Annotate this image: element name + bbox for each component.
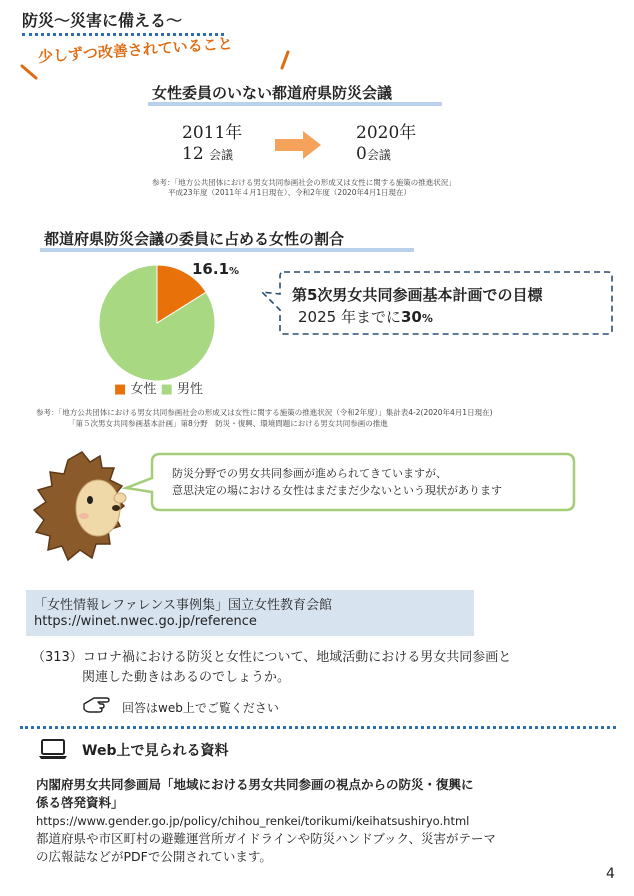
before-year: 2011年 [182, 123, 243, 143]
web-resources-title: Web上で見られる資料 [82, 743, 229, 759]
laptop-icon [38, 738, 68, 760]
female-percent-unit: % [229, 266, 240, 277]
share-ref-line2: 「第５次男女共同参画基本計画」第8分野 防災・復興、環境問題における男女共同参画の推進 [68, 419, 388, 428]
hedgehog-mascot [28, 446, 132, 568]
speech-line1: 防災分野での男女共同参画が進められてきていますが、 [172, 467, 447, 480]
pie-legend [114, 378, 203, 397]
goal-line2 [292, 306, 542, 330]
section-divider [20, 726, 616, 729]
goal-target-value: 30 [400, 308, 422, 326]
reference-title: 「女性情報レファレンス事例集」国立女性教育会館 [34, 598, 333, 613]
legend-label-male: 男性 [177, 382, 204, 397]
hedgehog-eye [87, 496, 93, 504]
after-count [356, 144, 391, 164]
hedgehog-cheek [79, 513, 89, 519]
legend-swatch-male: ■ [160, 382, 173, 397]
after-year: 2020年 [356, 123, 417, 143]
desc-line1: 都道府県や市区町村の避難運営所ガイドラインや防災ハンドブック、災害がテーマ [36, 831, 497, 846]
share-title: 都道府県防災会議の委員に占める女性の割合 [44, 230, 345, 248]
source-line1: 内閣府男女共同参画局「地域における男女共同参画の視点からの防災・復興に [36, 777, 474, 792]
after-count-value: 0 [356, 144, 367, 164]
share-ref-line1: 参考：「地方公共団体における男女共同参画社会の形成又は女性に関する施策の推進状況（令和2年度）」集計表4-2(2020年4月1日現在) [36, 408, 493, 417]
goal-line1: 第5次男女共同参画基本計画での目標 [292, 286, 543, 304]
question-line2: 関連した動きはあるのでしょうか。 [82, 670, 291, 685]
before-count [182, 144, 233, 164]
slash-left [22, 66, 36, 78]
share-title-underline [40, 248, 414, 252]
hedgehog-nose [112, 505, 120, 511]
slash-right [282, 52, 288, 68]
female-percent-value: 16.1 [192, 260, 230, 278]
answer-note: 回答はweb上でご覧ください [122, 701, 279, 715]
comparison-ref-line1: 参考：「地方公共団体における男女共同参画社会の形成又は女性に関する施策の推進状況」 [152, 178, 456, 187]
desc-line2: の広報誌などがPDFで公開されています。 [36, 849, 272, 864]
source-url[interactable]: https://www.gender.go.jp/policy/chihou_renkei/torikumi/keihatsushiryo.html [36, 814, 470, 828]
web-resources-body [36, 776, 596, 866]
before-count-unit: 会議 [209, 148, 234, 162]
comparison-ref-line2: 平成23年度（2011年４月1日現在）、令和2年度（2020年4月1日現在） [168, 188, 412, 197]
question-text [32, 648, 511, 688]
after-count-unit: 会議 [366, 148, 391, 162]
improvement-caption: 少しずつ改善されていること [37, 34, 234, 66]
reference-url[interactable]: https://winet.nwec.go.jp/reference [34, 614, 257, 629]
comparison-title: 女性委員のいない都道府県防災会議 [152, 84, 393, 102]
source-line2: 係る啓発資料」 [36, 795, 124, 810]
pointing-hand-icon [82, 692, 110, 716]
speech-text [172, 465, 502, 499]
comparison-title-underline [148, 102, 442, 106]
legend-label-female: 女性 [130, 382, 157, 397]
before-count-value: 12 [182, 144, 204, 164]
pie-chart [96, 262, 218, 384]
legend-swatch-female: ■ [114, 382, 127, 397]
goal-line2-prefix: 2025 年までに [298, 308, 401, 326]
goal-target-unit: % [421, 312, 433, 325]
page-title: 防災～災害に備える～ [22, 11, 183, 30]
arrow-right-icon [275, 131, 323, 159]
question-line1: （313）コロナ禍における防災と女性について、地域活動における男女共同参画と [32, 650, 512, 665]
speech-line2: 意思決定の場における女性はまだまだ少ないという現状があります [172, 484, 502, 497]
page-number: 4 [606, 866, 615, 882]
goal-text [292, 284, 542, 330]
female-percent-label [192, 260, 239, 278]
